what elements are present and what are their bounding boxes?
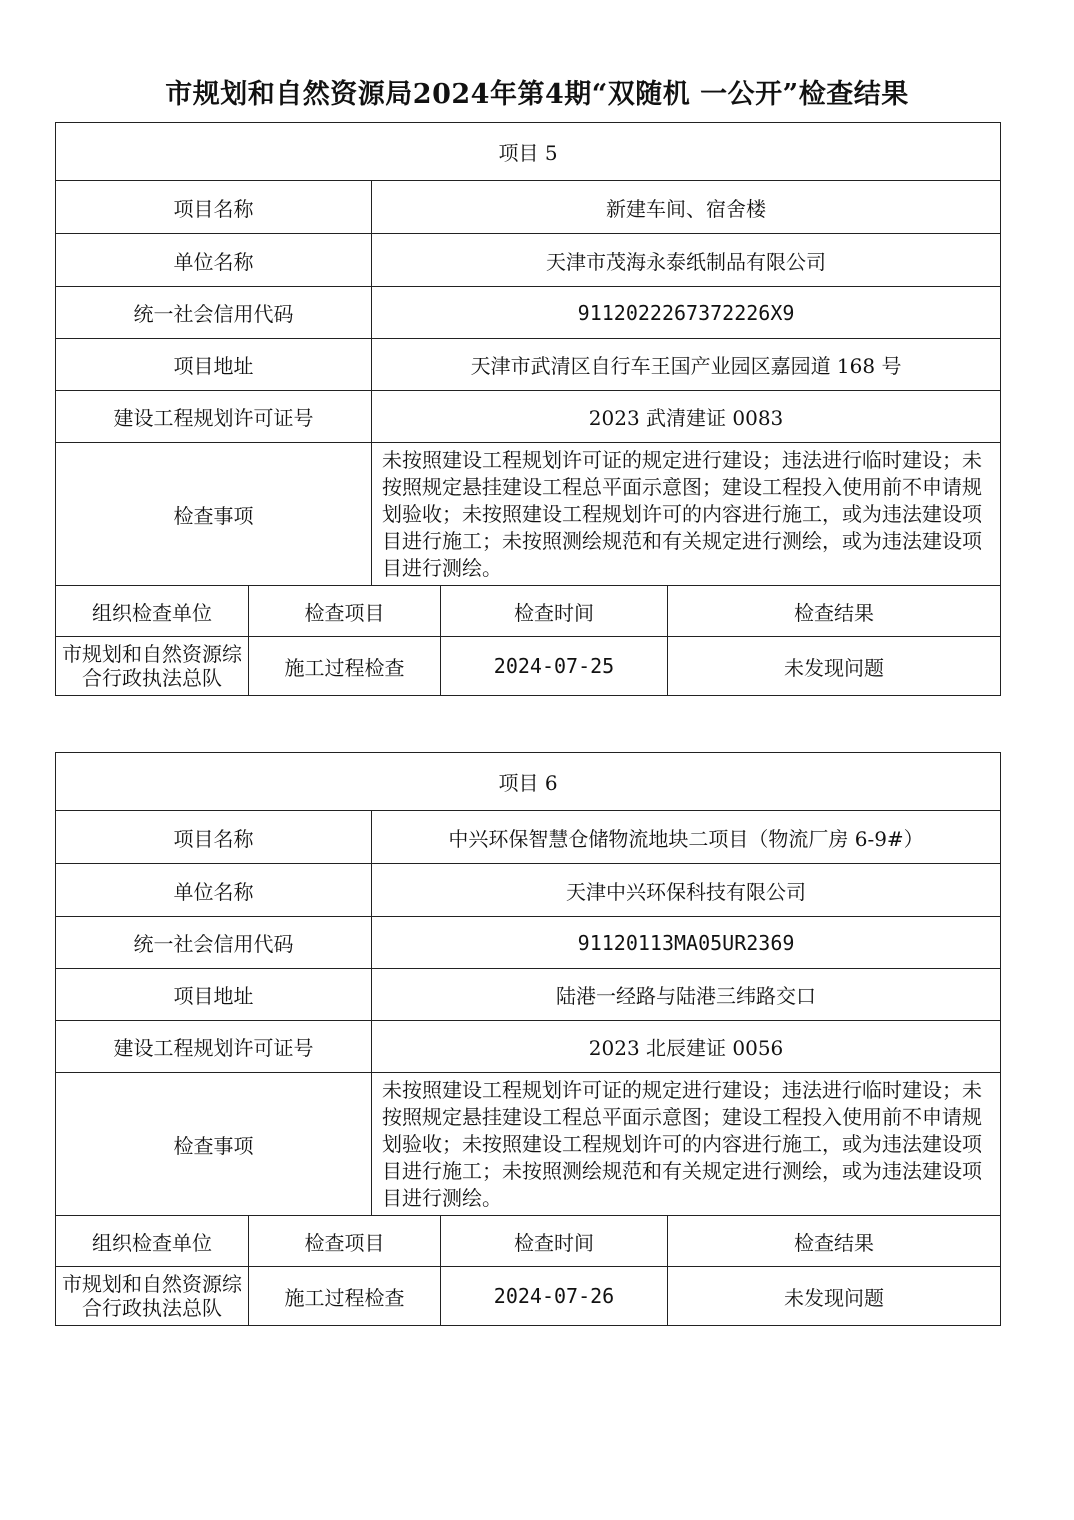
check-project-header: 检查项目: [249, 1216, 441, 1267]
check-project-header: 检查项目: [249, 586, 441, 637]
unit-name-label: 单位名称: [56, 864, 372, 917]
check-items-label: 检查事项: [56, 1073, 372, 1216]
address-value: 陆港一经路与陆港三纬路交口: [372, 969, 1001, 1021]
credit-code-value: 9112022267372226X9: [372, 287, 1001, 339]
address-label: 项目地址: [56, 339, 372, 391]
credit-code-value: 91120113MA05UR2369: [372, 917, 1001, 969]
project-table-5: [55, 122, 1001, 696]
check-project-value: 施工过程检查: [249, 1267, 441, 1326]
permit-no-label: 建设工程规划许可证号: [56, 1021, 372, 1073]
check-time-value: 2024-07-26: [441, 1267, 668, 1326]
org-unit-header: 组织检查单位: [56, 586, 249, 637]
permit-no-value: 2023 武清建证 0083: [372, 391, 1001, 443]
org-unit-value: 市规划和自然资源综合行政执法总队: [56, 1267, 249, 1326]
check-items-value: 未按照建设工程规划许可证的规定进行建设；违法进行临时建设；未按照规定悬挂建设工程总平面示意图；建设工程投入使用前不申请规划验收；未按照建设工程规划许可的内容进行施工，或为违法建设项目进行施工；未按照测绘规范和有关规定进行测绘，或为违法建设项目进行测绘。: [372, 1073, 1001, 1216]
project-name-value: 新建车间、宿舍楼: [372, 181, 1001, 234]
project-heading: 项目 6: [56, 753, 1001, 811]
project-heading: 项目 5: [56, 123, 1001, 181]
check-time-header: 检查时间: [441, 1216, 668, 1267]
project-table-6: [55, 752, 1001, 1326]
org-unit-value: 市规划和自然资源综合行政执法总队: [56, 637, 249, 696]
check-result-value: 未发现问题: [668, 637, 1001, 696]
page-title: 市规划和自然资源局2024年第4期“双随机 一公开”检查结果: [165, 79, 909, 110]
check-result-header: 检查结果: [668, 1216, 1001, 1267]
credit-code-label: 统一社会信用代码: [56, 287, 372, 339]
permit-no-label: 建设工程规划许可证号: [56, 391, 372, 443]
unit-name-value: 天津中兴环保科技有限公司: [372, 864, 1001, 917]
permit-no-value: 2023 北辰建证 0056: [372, 1021, 1001, 1073]
check-items-value: 未按照建设工程规划许可证的规定进行建设；违法进行临时建设；未按照规定悬挂建设工程总平面示意图；建设工程投入使用前不申请规划验收；未按照建设工程规划许可的内容进行施工，或为违法建设项目进行施工；未按照测绘规范和有关规定进行测绘，或为违法建设项目进行测绘。: [372, 443, 1001, 586]
check-items-label: 检查事项: [56, 443, 372, 586]
org-unit-header: 组织检查单位: [56, 1216, 249, 1267]
credit-code-label: 统一社会信用代码: [56, 917, 372, 969]
project-name-label: 项目名称: [56, 811, 372, 864]
unit-name-label: 单位名称: [56, 234, 372, 287]
check-time-value: 2024-07-25: [441, 637, 668, 696]
unit-name-value: 天津市茂海永泰纸制品有限公司: [372, 234, 1001, 287]
check-result-value: 未发现问题: [668, 1267, 1001, 1326]
check-result-header: 检查结果: [668, 586, 1001, 637]
check-project-value: 施工过程检查: [249, 637, 441, 696]
address-label: 项目地址: [56, 969, 372, 1021]
project-name-label: 项目名称: [56, 181, 372, 234]
address-value: 天津市武清区自行车王国产业园区嘉园道 168 号: [372, 339, 1001, 391]
project-name-value: 中兴环保智慧仓储物流地块二项目（物流厂房 6-9#）: [372, 811, 1001, 864]
check-time-header: 检查时间: [441, 586, 668, 637]
